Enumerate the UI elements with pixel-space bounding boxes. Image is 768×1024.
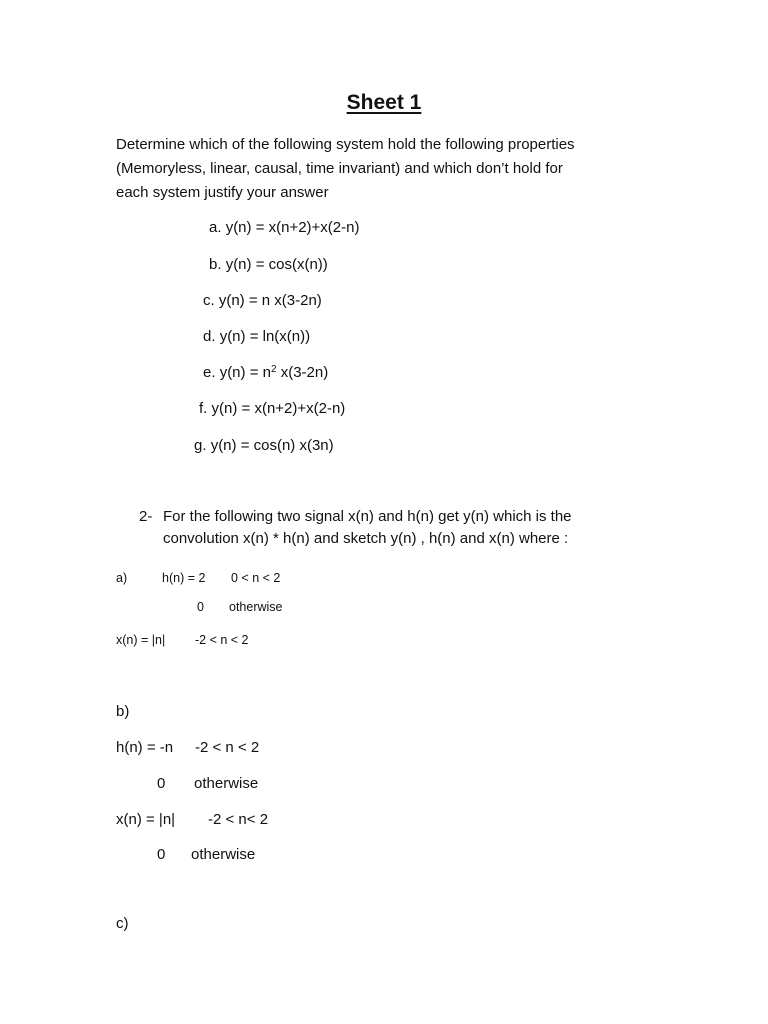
- part-a-h-else-value: 0: [197, 600, 204, 614]
- system-label: f.: [199, 400, 208, 417]
- part-b-x-else-text: otherwise: [191, 846, 256, 863]
- question-2-line-1: For the following two signal x(n) and h(n) get y(n) which is the: [163, 508, 572, 525]
- question-2-number: 2-: [139, 508, 153, 525]
- system-item-f: [199, 401, 345, 416]
- page-title: Sheet 1: [346, 91, 422, 114]
- intro-line-3: each system justify your answer: [116, 184, 329, 201]
- part-c-label: c): [116, 915, 129, 932]
- part-b-h-else-text: otherwise: [194, 775, 259, 792]
- part-b-h-else-value: 0: [157, 775, 166, 792]
- system-equation: y(n) = cos(n) x(3n): [210, 437, 334, 454]
- part-a-h-definition: h(n) = 2: [162, 571, 206, 585]
- system-label: d.: [203, 328, 216, 345]
- part-b-h-definition: h(n) = -n: [116, 739, 174, 756]
- system-item-g: [194, 438, 334, 453]
- system-equation: y(n) = ln(x(n)): [219, 328, 311, 345]
- system-equation: y(n) = cos(x(n)): [225, 256, 328, 273]
- exponent: 2: [270, 364, 277, 375]
- part-b-x-range: -2 < n< 2: [208, 811, 269, 828]
- system-item-a: [209, 220, 359, 235]
- system-label: c.: [203, 292, 215, 309]
- question-2-line-2: convolution x(n) * h(n) and sketch y(n) , h(n) and x(n) where :: [163, 530, 569, 547]
- part-a-x-range: -2 < n < 2: [195, 633, 249, 647]
- system-item-d: [203, 329, 310, 344]
- system-equation: y(n) = x(n+2)+x(2-n): [225, 219, 360, 236]
- system-item-b: [209, 257, 328, 272]
- system-equation: $y(n) = n^2$ x(3-2n): [219, 364, 329, 381]
- system-label: e.: [203, 364, 216, 381]
- part-a-h-range: 0 < n < 2: [231, 571, 281, 585]
- part-b-h-range: -2 < n < 2: [195, 739, 260, 756]
- part-a-h-else-text: otherwise: [229, 600, 283, 614]
- part-b-x-else-value: 0: [157, 846, 166, 863]
- intro-line-1: Determine which of the following system hold the following properties: [116, 136, 575, 153]
- part-a-label: a): [116, 571, 128, 585]
- part-a-x-definition: x(n) = |n|: [116, 633, 166, 647]
- system-item-e: [203, 365, 328, 380]
- system-equation: y(n) = n x(3-2n): [218, 292, 322, 309]
- system-label: g.: [194, 437, 207, 454]
- system-label: b.: [209, 256, 222, 273]
- part-b-label: b): [116, 703, 130, 720]
- intro-line-2: (Memoryless, linear, causal, time invariant) and which don’t hold for: [116, 160, 563, 177]
- system-label: a.: [209, 219, 222, 236]
- system-equation: y(n) = x(n+2)+x(2-n): [211, 400, 346, 417]
- system-item-c: [203, 293, 322, 308]
- part-b-x-definition: x(n) = |n|: [116, 811, 176, 828]
